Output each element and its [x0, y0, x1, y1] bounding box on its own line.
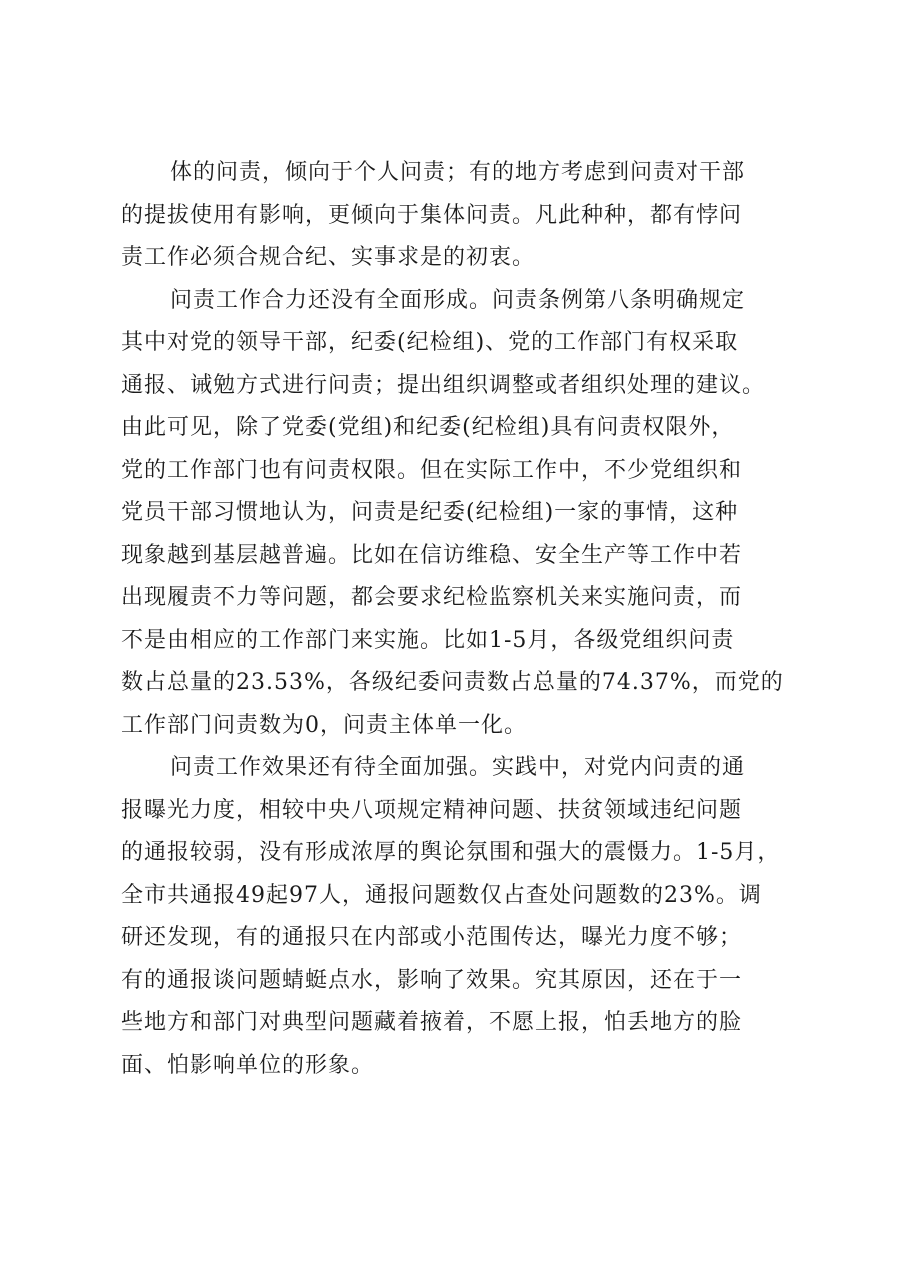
- text-line: 体的问责，倾向于个人问责；有的地方考虑到问责对干部: [170, 160, 746, 185]
- text-line: 些地方和部门对典型问题藏着掖着，不愿上报，怕丢地方的脸: [121, 1010, 743, 1035]
- text-line: 党的工作部门也有问责权限。但在实际工作中，不少党组织和: [121, 457, 743, 483]
- paragraph: [121, 152, 821, 280]
- text-line: 的通报较弱，没有形成浓厚的舆论氛围和强大的震慑力。1-5月，: [121, 840, 781, 865]
- text-line: 问责工作合力还没有全面形成。问责条例第八条明确规定: [170, 287, 746, 313]
- text-line: 责工作必须合规合纪、实事求是的初衷。: [121, 245, 536, 270]
- text-line: 全市共通报49起97人，通报问题数仅占查处问题数的23%。调: [121, 882, 762, 908]
- text-line: 出现履责不力等问题，都会要求纪检监察机关来实施问责，而: [121, 585, 743, 610]
- text-line: 由此可见，除了党委(党组)和纪委(纪检组)具有问责权限外，: [121, 415, 735, 440]
- text-line: 问责工作效果还有待全面加强。实践中，对党内问责的通: [170, 755, 746, 780]
- text-line: 的提拔使用有影响，更倾向于集体问责。凡此种种，都有悖问: [121, 202, 743, 228]
- text-line: 其中对党的领导干部，纪委(纪检组)、党的工作部门有权采取: [121, 330, 739, 355]
- text-line: 通报、诫勉方式进行问责；提出组织调整或者组织处理的建议。: [121, 372, 766, 398]
- text-line: 面、怕影响单位的形象。: [121, 1052, 375, 1078]
- text-line: 工作部门问责数为0，问责主体单一化。: [121, 712, 527, 738]
- paragraph: [121, 747, 821, 1087]
- text-line: 有的通报谈问题蜻蜓点水，影响了效果。究其原因，还在于一: [121, 967, 743, 993]
- text-line: 不是由相应的工作部门来实施。比如1-5月，各级党组织问责: [121, 627, 735, 653]
- text-line: 数占总量的23.53%，各级纪委问责数占总量的74.37%，而党的: [121, 670, 784, 695]
- text-line: 研还发现，有的通报只在内部或小范围传达，曝光力度不够；: [121, 925, 743, 950]
- text-line: 现象越到基层越普遍。比如在信访维稳、安全生产等工作中若: [121, 542, 743, 568]
- document-body: [121, 152, 821, 1087]
- text-line: 报曝光力度，相较中央八项规定精神问题、扶贫领域违纪问题: [121, 797, 743, 823]
- text-line: 党员干部习惯地认为，问责是纪委(纪检组)一家的事情，这种: [121, 500, 739, 525]
- paragraph: [121, 280, 821, 748]
